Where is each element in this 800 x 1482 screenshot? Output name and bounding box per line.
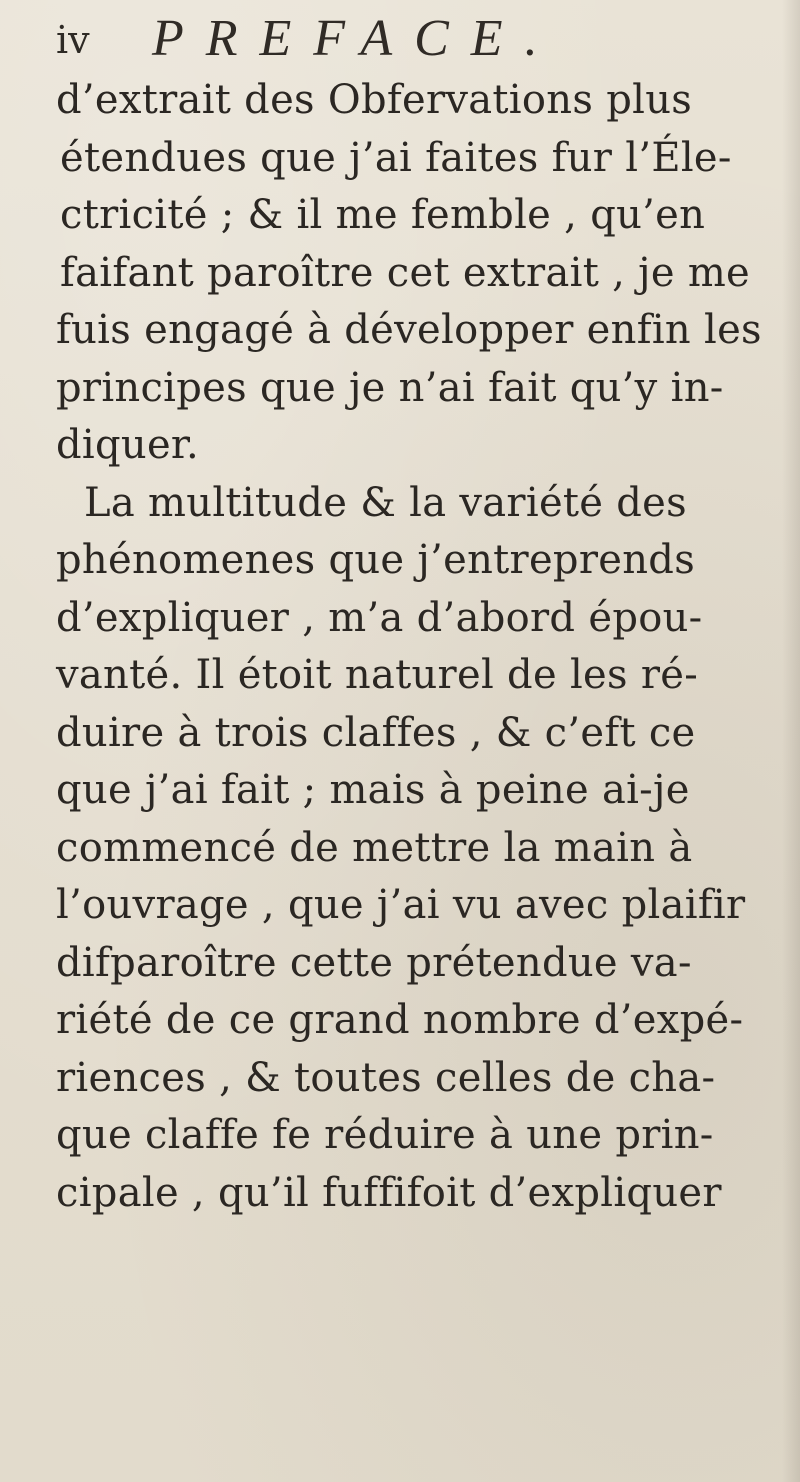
text-line: l’ouvrage , que j’ai vu avec plaifir [56, 882, 746, 928]
text-line: cipale , qu’il fuffifoit d’expliquer [56, 1169, 722, 1216]
text-line: d’extrait des Obfervations plus [56, 77, 693, 123]
text-line: diquer. [56, 422, 199, 468]
text-line: faifant paroître cet extrait , je me [60, 249, 751, 296]
text-line: étendues que j’ai faites fur l’Éle- [60, 134, 732, 181]
text-line: riences , & toutes celles de cha- [56, 1054, 716, 1101]
text-line: que claffe fe réduire à une prin- [56, 1112, 714, 1158]
text-line: riété de ce grand nombre d’expé- [56, 997, 744, 1043]
page-number: iv [56, 18, 90, 62]
text-line: duire à trois claffes , & c’eft ce [56, 709, 696, 756]
text-line: difparoître cette prétendue va- [56, 939, 692, 986]
text-line: commencé de mettre la main à [56, 824, 693, 871]
text-line: principes que je n’ai fait qu’y in- [56, 364, 724, 411]
text-line: fuis engagé à développer enfin les [56, 307, 762, 353]
page-header [56, 10, 776, 70]
text-line: vanté. Il étoit naturel de les ré- [56, 652, 699, 698]
text-line: phénomenes que j’entreprends [56, 537, 696, 583]
text-line: d’expliquer , m’a d’abord épou- [56, 594, 703, 641]
body-text [56, 72, 796, 1222]
text-line: ctricité ; & il me femble , qu’en [60, 192, 706, 238]
running-head: PREFACE. [152, 10, 560, 67]
paragraph-start-line: La multitude & la variété des [84, 479, 687, 526]
page-edge-shadow [782, 0, 800, 1482]
text-line: que j’ai fait ; mais à peine ai-je [56, 767, 690, 813]
